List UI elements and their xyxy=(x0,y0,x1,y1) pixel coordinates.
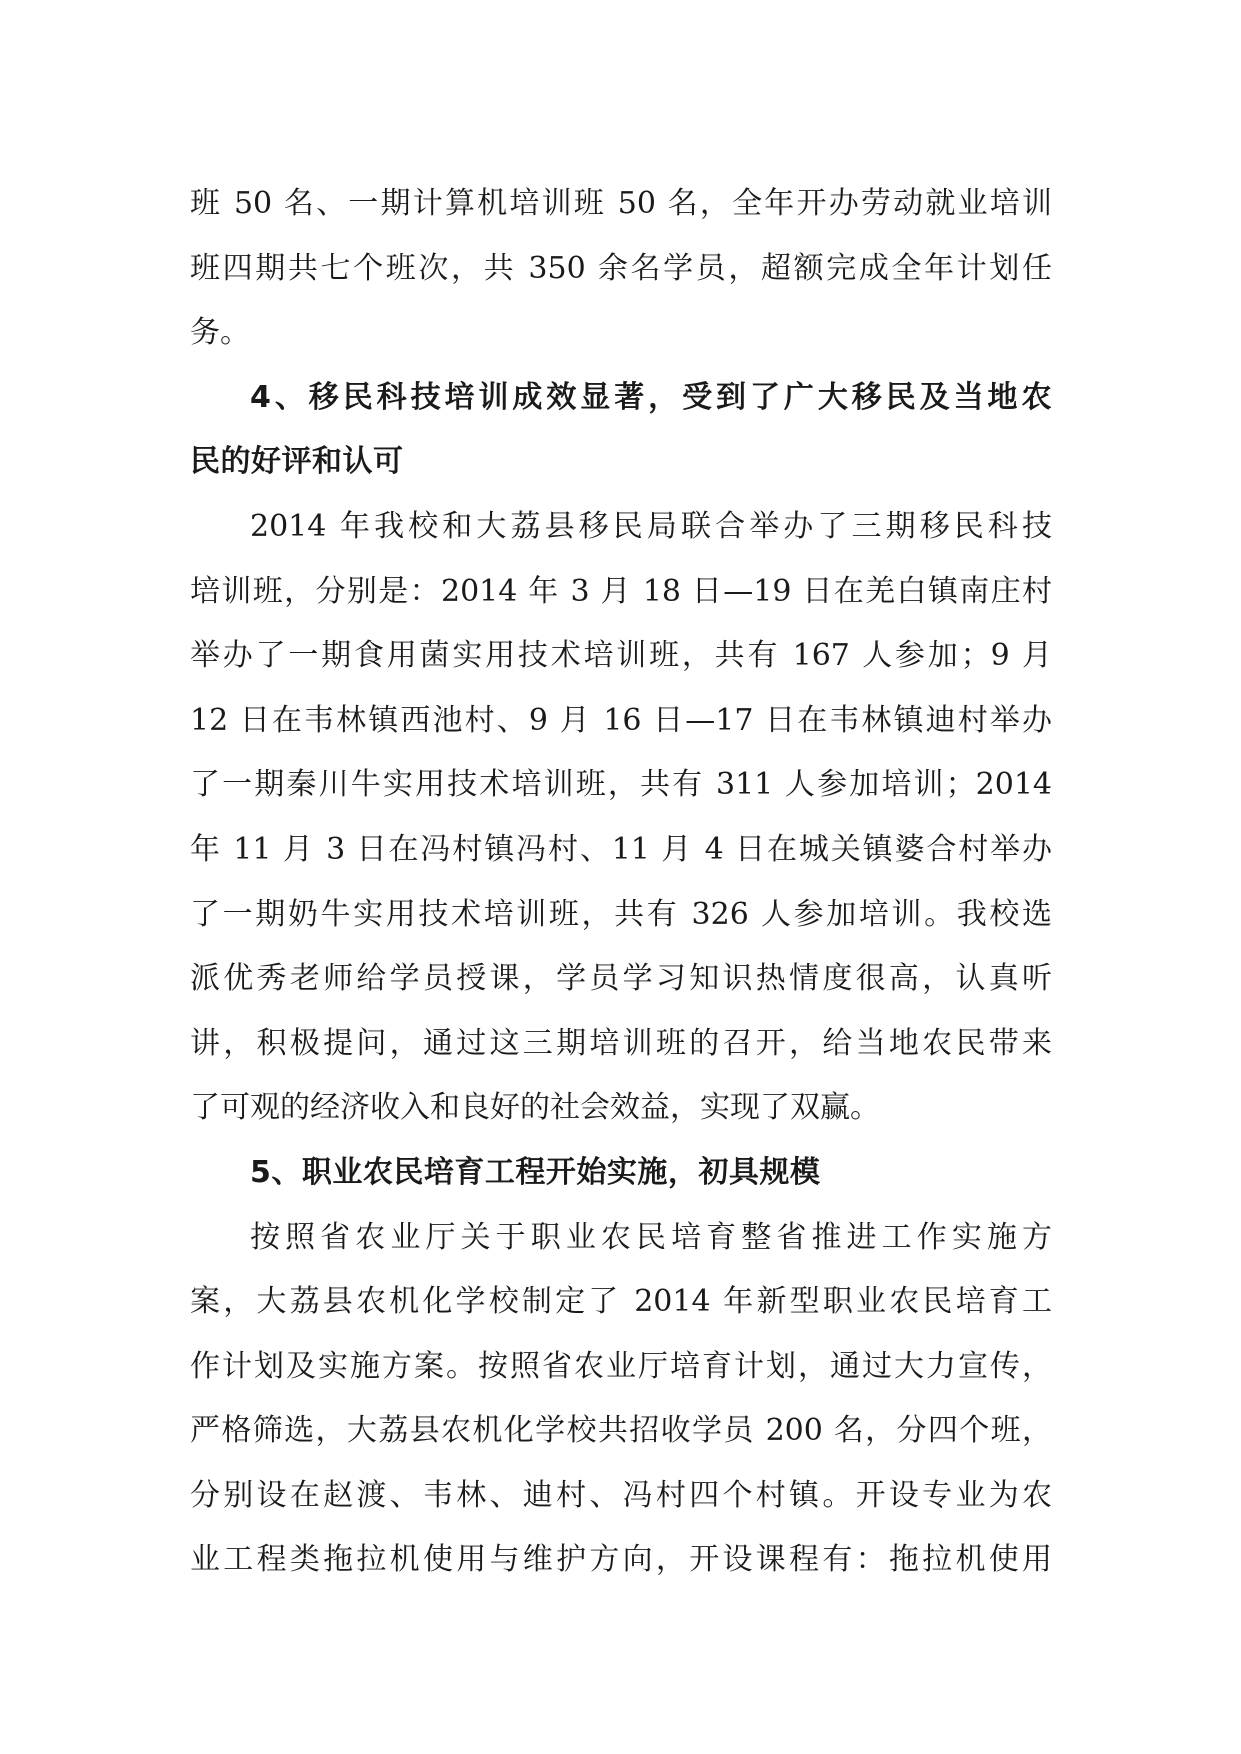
text-line: 案，大荔县农机化学校制定了 2014 年新型职业农民培育工 xyxy=(190,1284,1052,1320)
text-line: 培训班，分别是：2014 年 3 月 18 日—19 日在羌白镇南庄村 xyxy=(190,573,1052,609)
text-line: 了可观的经济收入和良好的社会效益，实现了双赢。 xyxy=(190,1090,880,1126)
text-line: 作计划及实施方案。按照省农业厅培育计划，通过大力宣传， xyxy=(190,1348,1052,1384)
text-line: 分别设在赵渡、韦林、迪村、冯村四个村镇。开设专业为农 xyxy=(190,1477,1052,1513)
text-line: 了一期奶牛实用技术培训班，共有 326 人参加培训。我校选 xyxy=(190,896,1052,932)
text-line: 按照省农业厅关于职业农民培育整省推进工作实施方 xyxy=(250,1219,1052,1255)
paragraph-training-summary xyxy=(190,172,1052,366)
text-line: 年 11 月 3 日在冯村镇冯村、11 月 4 日在城关镇婆合村举办 xyxy=(190,831,1052,867)
heading-line: 4、移民科技培训成效显著，受到了广大移民及当地农 xyxy=(250,379,1052,415)
text-line: 2014 年我校和大荔县移民局联合举办了三期移民科技 xyxy=(250,508,1052,544)
text-line: 了一期秦川牛实用技术培训班，共有 311 人参加培训；2014 xyxy=(190,767,1052,803)
section-heading-4 xyxy=(190,366,1052,495)
text-line: 班 50 名、一期计算机培训班 50 名，全年开办劳动就业培训 xyxy=(190,186,1052,221)
paragraph-migrant-training xyxy=(190,495,1052,1141)
text-line: 12 日在韦林镇西池村、9 月 16 日—17 日在韦林镇迪村举办 xyxy=(190,702,1052,738)
text-line: 班四期共七个班次，共 350 余名学员，超额完成全年计划任 xyxy=(190,250,1052,286)
text-line: 派优秀老师给学员授课，学员学习知识热情度很高，认真听 xyxy=(190,961,1052,997)
text-line: 业工程类拖拉机使用与维护方向，开设课程有：拖拉机使用 xyxy=(190,1542,1052,1578)
text-line: 举办了一期食用菌实用技术培训班，共有 167 人参加；9 月 xyxy=(190,638,1052,674)
text-line: 严格筛选，大荔县农机化学校共招收学员 200 名，分四个班， xyxy=(190,1413,1052,1449)
text-line: 务。 xyxy=(190,315,250,351)
section-heading-5 xyxy=(190,1141,1052,1206)
heading-line: 民的好评和认可 xyxy=(190,444,404,480)
heading-line: 5、职业农民培育工程开始实施，初具规模 xyxy=(250,1154,821,1190)
paragraph-professional-farmer xyxy=(190,1206,1052,1594)
text-line: 讲，积极提问，通过这三期培训班的召开，给当地农民带来 xyxy=(190,1025,1052,1061)
document-body xyxy=(190,172,1052,1593)
